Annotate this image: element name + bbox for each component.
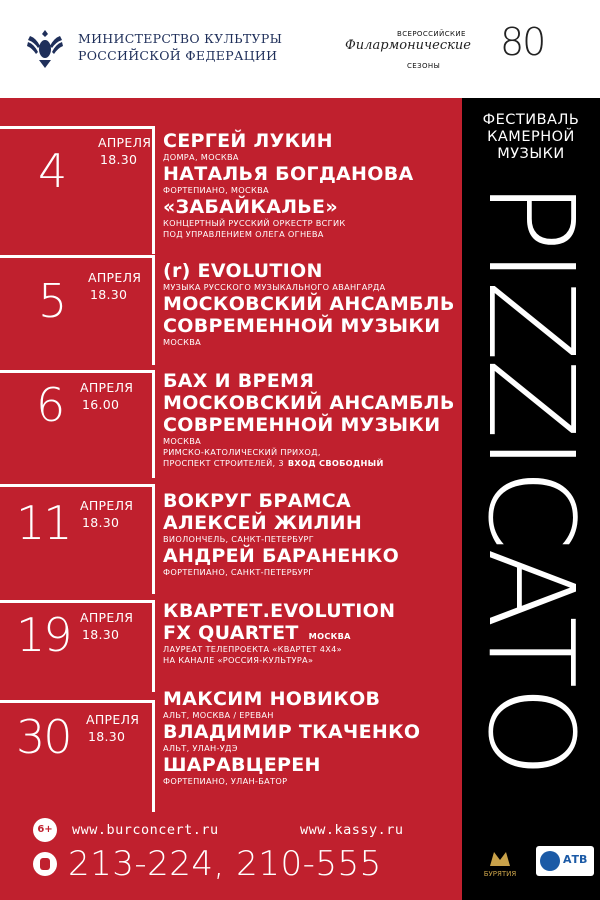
line-text: ШАРАВЦЕРЕН [163, 754, 321, 776]
philharmonic-small1: ВСЕРОССИЙСКИЕ [397, 30, 466, 38]
free-entry-note: ВХОД СВОБОДНЫЙ [287, 458, 384, 468]
event-title-line [163, 196, 414, 218]
event-line [163, 622, 395, 644]
festival-title [468, 112, 594, 163]
event-title-line [163, 600, 395, 622]
event-subtitle-line [163, 447, 455, 458]
event-title-line [163, 392, 455, 414]
line-text: МОСКВА [163, 337, 202, 347]
line-text: РИМСКО-КАТОЛИЧЕСКИЙ ПРИХОД, [163, 447, 321, 457]
event-day: 30 [16, 710, 71, 764]
age-rating-badge: 6+ [33, 818, 57, 842]
event-time: 18.30 [100, 152, 138, 167]
line-text: ВОКРУГ БРАМСА [163, 490, 352, 512]
event-subtitle-line [163, 229, 414, 240]
event-title-line [163, 414, 455, 436]
event-time: 18.30 [82, 515, 120, 530]
line-text: ФОРТЕПИАНО, САНКТ-ПЕТЕРБУРГ [163, 567, 314, 577]
event-details [163, 370, 455, 469]
line-text: ПОД УПРАВЛЕНИЕМ ОЛЕГА ОГНЕВА [163, 229, 324, 239]
line-text: КОНЦЕРТНЫЙ РУССКИЙ ОРКЕСТР ВСГИК [163, 218, 346, 228]
performer-city: МОСКВА [308, 631, 351, 641]
line-text: НАТАЛЬЯ БОГДАНОВА [163, 163, 414, 185]
event-subtitle-line [163, 436, 455, 447]
event-title-line [163, 163, 414, 185]
event-subtitle-line [163, 655, 395, 666]
philharmonic-script: Филармонические [345, 38, 471, 53]
theatre-crown-icon [470, 846, 530, 868]
line-text: (r) EVOLUTION [163, 260, 323, 282]
event-details [163, 260, 455, 348]
event-month: АПРЕЛЯ [88, 270, 142, 285]
partner1-name: БУРЯТИЯ [483, 870, 517, 878]
event-details [163, 490, 399, 578]
event-month: АПРЕЛЯ [86, 712, 140, 727]
line-text: ПРОСПЕКТ СТРОИТЕЛЕЙ, 3 [163, 458, 284, 468]
partner-logo-buryatia [470, 846, 530, 886]
philharmonic-seasons-logo [345, 20, 480, 76]
festival-line3: МУЗЫКИ [497, 146, 565, 162]
event-title-line [163, 721, 420, 743]
event-day: 19 [16, 608, 71, 662]
atv-circle-icon [540, 851, 560, 871]
festival-name: PIZZICATO [462, 180, 600, 776]
tickets-link[interactable]: www.kassy.ru [300, 822, 404, 838]
event-title-line [163, 293, 455, 315]
event-time: 18.30 [90, 287, 128, 302]
event-month: АПРЕЛЯ [80, 380, 134, 395]
event-details [163, 130, 414, 240]
event-title-line [163, 688, 420, 710]
ministry-line1: МИНИСТЕРСТВО КУЛЬТУРЫ [78, 31, 283, 46]
event-subtitle-line [163, 644, 395, 655]
event-subtitle-line [163, 776, 420, 787]
event-subtitle-line [163, 218, 414, 229]
ministry-line2: РОССИЙСКОЙ ФЕДЕРАЦИИ [78, 48, 278, 63]
performer-name: FX QUARTET [163, 622, 299, 644]
website-link[interactable]: www.burconcert.ru [72, 822, 219, 838]
phone-numbers: 213-224, 210-555 [68, 844, 382, 884]
phone-icon [33, 852, 57, 876]
event-day: 5 [38, 274, 66, 328]
event-subtitle-line [163, 458, 455, 469]
event-subtitle-line [163, 185, 414, 196]
line-text: ДОМРА, МОСКВА [163, 152, 239, 162]
partner-logo-atv [536, 846, 594, 876]
event-time: 16.00 [82, 397, 120, 412]
anniversary-logo [500, 22, 570, 82]
festival-line2: КАМЕРНОЙ [487, 129, 575, 145]
line-text: АЛЬТ, УЛАН-УДЭ [163, 743, 238, 753]
line-text: ФОРТЕПИАНО, МОСКВА [163, 185, 269, 195]
event-subtitle-line [163, 282, 455, 293]
festival-name-wrap [462, 178, 600, 778]
event-month: АПРЕЛЯ [98, 135, 152, 150]
line-text: МОСКОВСКИЙ АНСАМБЛЬ [163, 392, 455, 414]
event-month: АПРЕЛЯ [80, 498, 134, 513]
event-details [163, 600, 395, 666]
line-text: БАХ И ВРЕМЯ [163, 370, 315, 392]
event-subtitle-line [163, 743, 420, 754]
line-text: СЕРГЕЙ ЛУКИН [163, 130, 333, 152]
line-text: ВЛАДИМИР ТКАЧЕНКО [163, 721, 421, 743]
festival-line1: ФЕСТИВАЛЬ [482, 112, 580, 128]
event-title-line [163, 545, 399, 567]
footer [0, 818, 462, 900]
ministry-logo [22, 24, 282, 70]
event-subtitle-line [163, 152, 414, 163]
line-text: НА КАНАЛЕ «РОССИЯ-КУЛЬТУРА» [163, 655, 314, 665]
line-text: СОВРЕМЕННОЙ МУЗЫКИ [163, 315, 441, 337]
line-text: АЛЕКСЕЙ ЖИЛИН [163, 512, 363, 534]
eagle-emblem-icon [22, 24, 68, 70]
line-text: ФОРТЕПИАНО, УЛАН-БАТОР [163, 776, 288, 786]
line-text: МУЗЫКА РУССКОГО МУЗЫКАЛЬНОГО АВАНГАРДА [163, 282, 386, 292]
line-text: ЛАУРЕАТ ТЕЛЕПРОЕКТА «КВАРТЕТ 4Х4» [163, 644, 342, 654]
line-text: МОСКВА [163, 436, 202, 446]
line-text: МОСКОВСКИЙ АНСАМБЛЬ [163, 293, 455, 315]
anniversary-number: 80 [500, 20, 545, 64]
event-subtitle-line [163, 337, 455, 348]
event-title-line [163, 130, 414, 152]
line-text: КВАРТЕТ.EVOLUTION [163, 600, 396, 622]
event-day: 11 [16, 496, 71, 550]
line-text: «ЗАБАЙКАЛЬЕ» [163, 196, 338, 218]
event-time: 18.30 [82, 627, 120, 642]
line-text: СОВРЕМЕННОЙ МУЗЫКИ [163, 414, 441, 436]
line-text: ВИОЛОНЧЕЛЬ, САНКТ-ПЕТЕРБУРГ [163, 534, 315, 544]
line-text: АНДРЕЙ БАРАНЕНКО [163, 545, 400, 567]
event-title-line [163, 260, 455, 282]
event-month: АПРЕЛЯ [80, 610, 134, 625]
event-title-line [163, 754, 420, 776]
event-title-line [163, 490, 399, 512]
event-title-line [163, 315, 455, 337]
event-title-line [163, 512, 399, 534]
event-time: 18.30 [88, 729, 126, 744]
event-subtitle-line [163, 534, 399, 545]
event-details [163, 688, 420, 787]
event-subtitle-line [163, 710, 420, 721]
event-day: 4 [38, 144, 66, 198]
event-day: 6 [36, 378, 64, 432]
philharmonic-small2: СЕЗОНЫ [407, 62, 441, 70]
partner2-name: АТВ [563, 853, 588, 866]
header [0, 0, 600, 98]
line-text: МАКСИМ НОВИКОВ [163, 688, 381, 710]
line-text: АЛЬТ, МОСКВА / ЕРЕВАН [163, 710, 274, 720]
event-title-line [163, 370, 455, 392]
event-subtitle-line [163, 567, 399, 578]
